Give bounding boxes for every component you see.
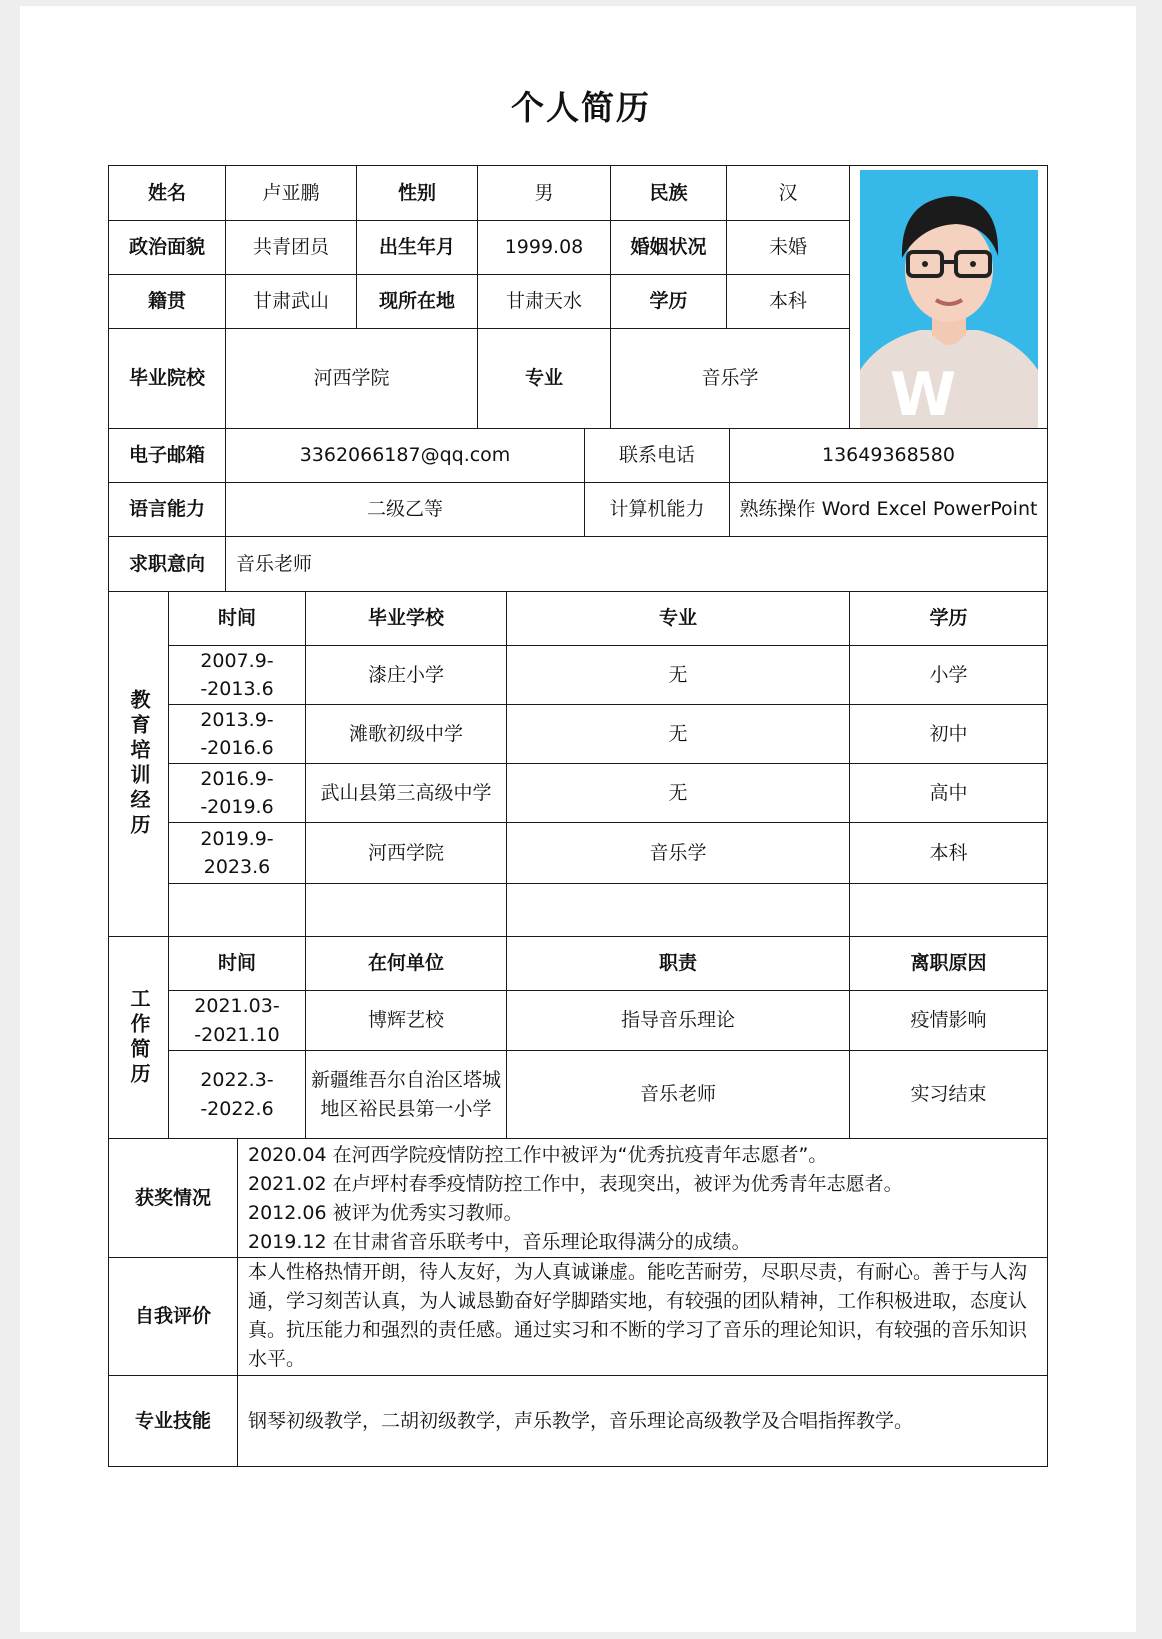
award-item: 2019.12 在甘肃省音乐联考中，音乐理论取得满分的成绩。 xyxy=(248,1231,751,1253)
awards-label: 获奖情况 xyxy=(108,1138,238,1258)
computer-label: 计算机能力 xyxy=(584,482,730,537)
name-label: 姓名 xyxy=(108,165,226,221)
edu-row-1-school: 漆庄小学 xyxy=(305,645,507,705)
work-section-text: 工作简历 xyxy=(127,987,151,1088)
edu-empty-cell xyxy=(849,883,1048,937)
edu-header-degree: 学历 xyxy=(849,591,1048,646)
award-item: 2020.04 在河西学院疫情防控工作中被评为“优秀抗疫青年志愿者”。 xyxy=(248,1144,828,1166)
marital-label: 婚姻状况 xyxy=(610,220,727,275)
email-value: 3362066187@qq.com xyxy=(225,428,585,483)
edu-row-4-major: 音乐学 xyxy=(506,822,850,884)
work-row-2-duty: 音乐老师 xyxy=(506,1050,850,1139)
work-header-time: 时间 xyxy=(168,936,306,991)
residence-value: 甘肃天水 xyxy=(477,274,611,329)
self-eval-text: 本人性格热情开朗，待人友好，为人真诚谦虚。能吃苦耐劳，尽职尽责，有耐心。善于与人沟通，学习刻苦认真，为人诚恳勤奋好学脚踏实地，有较强的团队精神，工作积极进取，态度认真。抗压能力和强烈的责任感。通过实习和不断的学习了音乐的理论知识，有较强的音乐知识水平。 xyxy=(237,1257,1048,1376)
work-header-duty: 职责 xyxy=(506,936,850,991)
major-value: 音乐学 xyxy=(610,328,850,429)
work-section-label xyxy=(108,936,169,1139)
skills-label: 专业技能 xyxy=(108,1375,238,1467)
gender-value: 男 xyxy=(477,165,611,221)
edu-header-major: 专业 xyxy=(506,591,850,646)
work-header-unit: 在何单位 xyxy=(305,936,507,991)
politics-label: 政治面貌 xyxy=(108,220,226,275)
politics-value: 共青团员 xyxy=(225,220,357,275)
svg-text:W: W xyxy=(890,360,957,428)
skills-text: 钢琴初级教学，二胡初级教学，声乐教学，音乐理论高级教学及合唱指挥教学。 xyxy=(237,1375,1048,1467)
language-value: 二级乙等 xyxy=(225,482,585,537)
school-label: 毕业院校 xyxy=(108,328,226,429)
phone-label: 联系电话 xyxy=(584,428,730,483)
portrait-icon xyxy=(860,170,1038,428)
edu-row-3-time: 2016.9--2019.6 xyxy=(168,763,306,823)
edu-row-2-time: 2013.9--2016.6 xyxy=(168,704,306,764)
phone-value: 13649368580 xyxy=(729,428,1048,483)
work-row-1-time: 2021.03--2021.10 xyxy=(168,990,306,1051)
degree-label: 学历 xyxy=(610,274,727,329)
marital-value: 未婚 xyxy=(726,220,850,275)
portrait-photo xyxy=(860,170,1038,428)
edu-row-3-degree: 高中 xyxy=(849,763,1048,823)
intent-value: 音乐老师 xyxy=(225,536,1048,592)
edu-row-3-major: 无 xyxy=(506,763,850,823)
work-row-2-time: 2022.3--2022.6 xyxy=(168,1050,306,1139)
work-header-reason: 离职原因 xyxy=(849,936,1048,991)
award-item: 2021.02 在卢坪村春季疫情防控工作中，表现突出，被评为优秀青年志愿者。 xyxy=(248,1173,903,1195)
edu-empty-cell xyxy=(305,883,507,937)
edu-header-school: 毕业学校 xyxy=(305,591,507,646)
education-section-text: 教育培训经历 xyxy=(127,689,151,839)
edu-row-1-time: 2007.9--2013.6 xyxy=(168,645,306,705)
name-value: 卢亚鹏 xyxy=(225,165,357,221)
edu-row-3-school: 武山县第三高级中学 xyxy=(305,763,507,823)
work-row-2-reason: 实习结束 xyxy=(849,1050,1048,1139)
native-value: 甘肃武山 xyxy=(225,274,357,329)
edu-empty-cell xyxy=(506,883,850,937)
language-label: 语言能力 xyxy=(108,482,226,537)
ethnicity-label: 民族 xyxy=(610,165,727,221)
major-label: 专业 xyxy=(477,328,611,429)
edu-row-4-time: 2019.9-2023.6 xyxy=(168,822,306,884)
work-row-1-unit: 博辉艺校 xyxy=(305,990,507,1051)
residence-label: 现所在地 xyxy=(356,274,478,329)
award-item: 2012.06 被评为优秀实习教师。 xyxy=(248,1202,523,1224)
edu-row-4-school: 河西学院 xyxy=(305,822,507,884)
edu-row-1-degree: 小学 xyxy=(849,645,1048,705)
edu-row-1-major: 无 xyxy=(506,645,850,705)
gender-label: 性别 xyxy=(356,165,478,221)
school-value: 河西学院 xyxy=(225,328,478,429)
ethnicity-value: 汉 xyxy=(726,165,850,221)
edu-row-2-degree: 初中 xyxy=(849,704,1048,764)
intent-label: 求职意向 xyxy=(108,536,226,592)
edu-empty-cell xyxy=(168,883,306,937)
awards-list xyxy=(237,1138,1048,1258)
degree-value: 本科 xyxy=(726,274,850,329)
birth-value: 1999.08 xyxy=(477,220,611,275)
education-section-label xyxy=(108,591,169,937)
birth-label: 出生年月 xyxy=(356,220,478,275)
edu-row-2-school: 滩歌初级中学 xyxy=(305,704,507,764)
self-eval-label: 自我评价 xyxy=(108,1257,238,1376)
page-title: 个人简历 xyxy=(511,88,651,127)
work-row-1-duty: 指导音乐理论 xyxy=(506,990,850,1051)
edu-header-time: 时间 xyxy=(168,591,306,646)
edu-row-2-major: 无 xyxy=(506,704,850,764)
edu-row-4-degree: 本科 xyxy=(849,822,1048,884)
computer-value: 熟练操作 Word Excel PowerPoint xyxy=(729,482,1048,537)
work-row-1-reason: 疫情影响 xyxy=(849,990,1048,1051)
work-row-2-unit: 新疆维吾尔自治区塔城地区裕民县第一小学 xyxy=(305,1050,507,1139)
native-label: 籍贯 xyxy=(108,274,226,329)
email-label: 电子邮箱 xyxy=(108,428,226,483)
